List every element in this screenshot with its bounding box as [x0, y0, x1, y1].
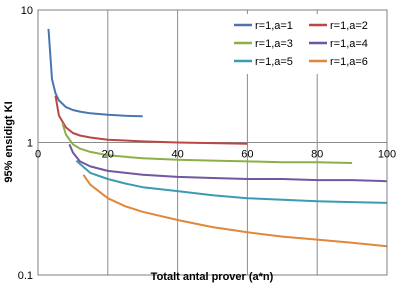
legend	[230, 14, 384, 74]
x-axis-title: Totalt antal prover (a*n)	[150, 271, 274, 283]
x-tick-label: 40	[171, 148, 184, 161]
y-tick-label: 10	[20, 5, 33, 17]
legend-label: r=1,a=5	[255, 56, 293, 68]
y-tick-label: 0.1	[17, 270, 33, 282]
legend-label: r=1,a=6	[330, 56, 368, 68]
legend-label: r=1,a=1	[255, 20, 293, 32]
x-tick-label: 100	[377, 148, 397, 161]
x-tick-label: 80	[311, 148, 324, 161]
y-tick-label: 1	[26, 137, 33, 150]
legend-label: r=1,a=3	[255, 38, 293, 50]
x-tick-label: 0	[34, 148, 42, 161]
legend-label: r=1,a=4	[330, 38, 368, 50]
x-tick-label: 20	[101, 148, 114, 161]
x-tick-label: 60	[241, 148, 254, 161]
y-axis-title: 95% ensidigt KI	[3, 101, 15, 183]
legend-label: r=1,a=2	[330, 20, 368, 32]
